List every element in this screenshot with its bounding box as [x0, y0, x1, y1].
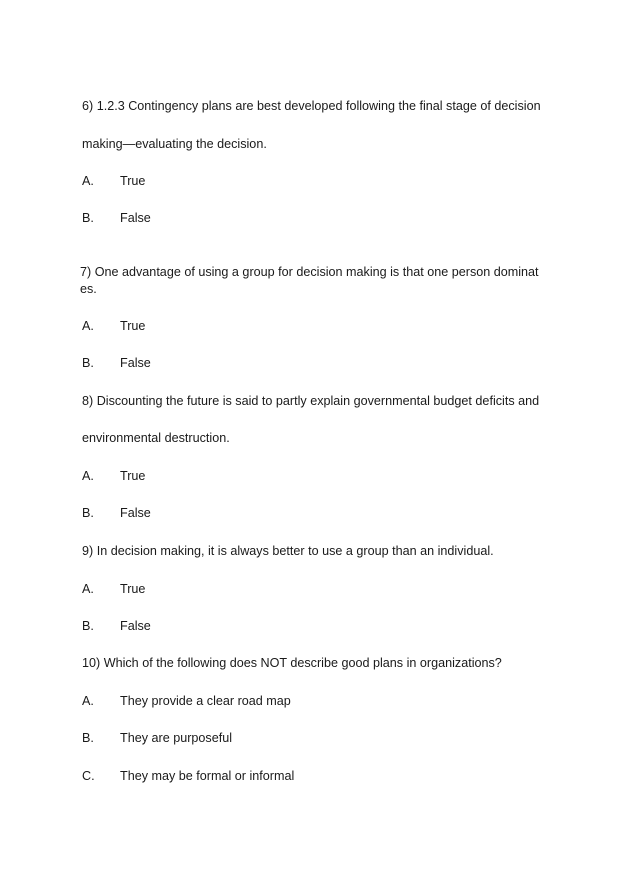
question-9-option-a-text: True — [120, 582, 146, 596]
question-8-option-b-letter: B. — [82, 506, 94, 520]
question-6-option-b-text: False — [120, 211, 151, 225]
question-7-option-b-letter: B. — [82, 356, 94, 370]
question-8-option-a-letter: A. — [82, 469, 94, 483]
question-6-option-b-letter: B. — [82, 211, 94, 225]
question-10-option-c-text: They may be formal or informal — [120, 769, 295, 783]
question-7-text-line-1: 7) One advantage of using a group for decision making is that one person dominat — [80, 265, 539, 279]
question-8-text-line-2: environmental destruction. — [82, 431, 230, 445]
question-7-option-a-letter: A. — [82, 319, 94, 333]
question-8-option-b-text: False — [120, 506, 151, 520]
question-8-text-line-1: 8) Discounting the future is said to partly explain governmental budget deficits and — [82, 394, 540, 408]
question-6-option-a-text: True — [120, 174, 146, 188]
question-7-option-b-text: False — [120, 356, 151, 370]
question-10-text-line-1: 10) Which of the following does NOT describe good plans in organizations? — [82, 656, 502, 670]
question-10-option-c-letter: C. — [82, 769, 95, 783]
question-6-text-line-2: making—evaluating the decision. — [82, 137, 267, 151]
question-10-option-a-text: They provide a clear road map — [120, 694, 291, 708]
question-7-text-line-2: es. — [80, 282, 97, 296]
question-9-option-a-letter: A. — [82, 582, 94, 596]
question-10-option-b-letter: B. — [82, 731, 94, 745]
question-9-option-b-letter: B. — [82, 619, 94, 633]
question-9-text-line-1: 9) In decision making, it is always better to use a group than an individual. — [82, 544, 494, 558]
question-10-option-b-text: They are purposeful — [120, 731, 233, 745]
question-6-option-a-letter: A. — [82, 174, 94, 188]
question-6-text-line-1: 6) 1.2.3 Contingency plans are best developed following the final stage of decision — [82, 99, 541, 113]
question-7-option-a-text: True — [120, 319, 146, 333]
question-8-option-a-text: True — [120, 469, 146, 483]
question-9-option-b-text: False — [120, 619, 151, 633]
question-10-option-a-letter: A. — [82, 694, 94, 708]
